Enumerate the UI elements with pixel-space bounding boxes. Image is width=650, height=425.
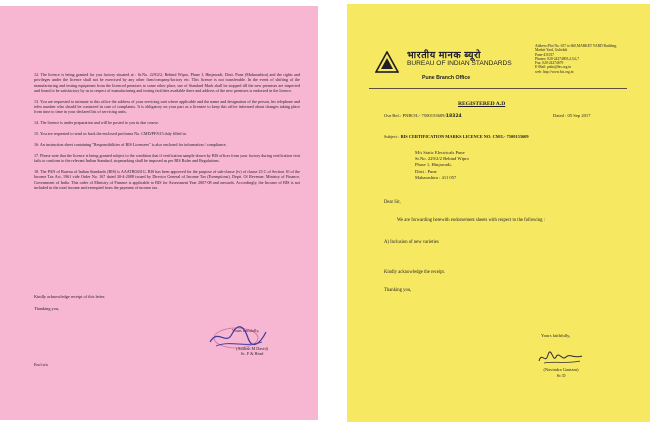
pink-paragraph-12: 12. The licence is being granted for you factory situated at : Sr.No. 229/2/2, Behind Wipro, Phase I, Hinjawadi, Distt. Pune (Maharashtra) and the rights and privileges under the licence shall not be exercised by any other firm/company/factory etc. This licence is not transferable. In the event of shifting of the manufacturing and testing equipment from the licenced premises to some other place, use of Standard Mark shall be stopped till the new premises are inspected and found to be satisfactory by us in respect of manufacturing and testing facilities available there and address of the new premises is endorsed in the licence. — [34, 72, 300, 93]
yellow-signatory — [535, 367, 587, 379]
yellow-thanks: Thanking you, — [384, 288, 412, 293]
signature-icon — [536, 349, 586, 367]
subject-line — [384, 134, 529, 139]
addressee-block — [415, 150, 469, 181]
pink-yours-faithfully: Yours faithfully, — [232, 328, 260, 333]
pink-paragraph-13: 13. You are requested to intimate to this office the address of your servicing unit where applicable and the name and designation of the person, his telephone and telex number who should be contacted in case of complaints. It is obligatory on your part as a licensee to keep this office informed about changes taking place from time to time in your declared list of servicing units. — [34, 98, 300, 115]
bis-english-title: BUREAU OF INDIAN STANDARDS — [407, 60, 512, 67]
addressee-line: Maharashtra : 411 057 — [415, 174, 457, 180]
address-line: Pune-411037 — [535, 52, 555, 57]
pink-paragraph-17: 17. Please note that the licence is being granted subject to the condition that if verification sample drawn by BIS officer from your factory during verification visit fails to conform to the relevant Indian Standard, stopmarking shall be imposed as per BIS Rules and Regulations. — [34, 152, 300, 164]
pink-signatory — [222, 346, 282, 357]
registered-ad-label: REGISTERED A.D — [458, 101, 506, 107]
subject-label: Subject : — [384, 134, 400, 139]
pink-thanks: Thanking you, — [34, 306, 60, 311]
header-divider — [369, 88, 627, 89]
pink-paragraph-15: 15. You are requested to send us back the enclosed proforma No. CMD/PF/615 duly filled in. — [34, 131, 187, 137]
reference-label: Our Ref.: PNBO/L- 7500153609/ — [384, 113, 446, 118]
pink-paragraph-18: 18. The PAN of Bureau of Indian Standards (BIS) is AAATB0431G. BIS has been approved for the purpose of sub-clause (iv) of clause 23 C of Section 10 of the Income Tax Act, 1961 vide Order No. 167 dated 30-4-2008 issued by Director General of Income Tax (Exemptions), Deptt. Of Revenue, Ministry of Finance, Government of India. This order of Ministry of Finance is applicable to BIS for Assessment Year 2007-08 and onwards. Accordingly, the Income of BIS is not included in the total income and exempted from the payment of income tax. — [34, 169, 300, 191]
addressee-line: M/s Static Electricals Pune — [415, 150, 465, 155]
address-line: Phones: 020-24274803,4,5,6,7 — [535, 56, 580, 61]
addressee-line: Phase 1, Hinjawadi, — [415, 162, 452, 168]
letter-date: Dated : 05 Sep 2017 — [553, 113, 591, 118]
addressee-line: Sr.No. 229/2/2 Behind Wipro — [415, 156, 469, 162]
subject-text: BIS CERTIFICATION MARKS LICENCE NO. CM/L- 7500153609 — [400, 134, 529, 139]
bis-address-block — [535, 44, 617, 74]
pink-letter-body — [34, 72, 300, 196]
body-text: We are forwarding herewith endorsement sheets with respect to the following : — [397, 218, 545, 223]
item-inclusion: A) Inclusion of new varieties — [384, 240, 439, 245]
address-line: Market Yard, Gultekdi — [535, 48, 568, 53]
pink-paragraph-16: 16. An instruction sheet containing "Responsibilities of BIS Licensees" is also enclosed for information / compliance. — [34, 142, 227, 148]
bis-hindi-title: भारतीय मानक ब्यूरो — [407, 51, 482, 61]
pink-signatory-name: (Anilesh M David) — [236, 346, 268, 351]
pink-enclosure: Encl:a/a — [34, 362, 48, 367]
pink-acknowledge: Kindly acknowledge receipt of this letter. — [34, 294, 106, 299]
yellow-signatory-title: Sc D — [556, 373, 566, 378]
branch-office-label: Pune Branch Office — [422, 75, 471, 81]
pink-paragraph-14: 14. The licence is under preparation and will be posted to you in due course. — [34, 120, 159, 126]
yellow-signatory-name: (Navindra Gautam) — [543, 367, 579, 372]
address-line: Fax: 020-24274679 — [535, 61, 564, 66]
yellow-yours-faithfully: Yours faithfully, — [541, 333, 571, 338]
yellow-acknowledge: Kindly acknowledge the receipt. — [384, 270, 445, 275]
address-line: Address:Plot No. 657 to 660,MARKET YARD Building, — [535, 44, 617, 48]
address-line: E-Mail: pnbo@bis.org.in — [535, 65, 572, 70]
pink-signatory-title: Sc. F & Head — [240, 351, 264, 357]
address-line: web: http://www.bis.org.in — [535, 69, 574, 74]
pink-letter-page — [0, 6, 318, 420]
yellow-letter-page — [347, 4, 650, 422]
reference-handwritten: 18324 — [445, 114, 462, 119]
bis-logo-icon — [375, 51, 399, 73]
addressee-line: Distt : Pune — [415, 168, 437, 174]
reference-number — [384, 113, 462, 119]
salutation: Dear Sir, — [384, 200, 401, 205]
